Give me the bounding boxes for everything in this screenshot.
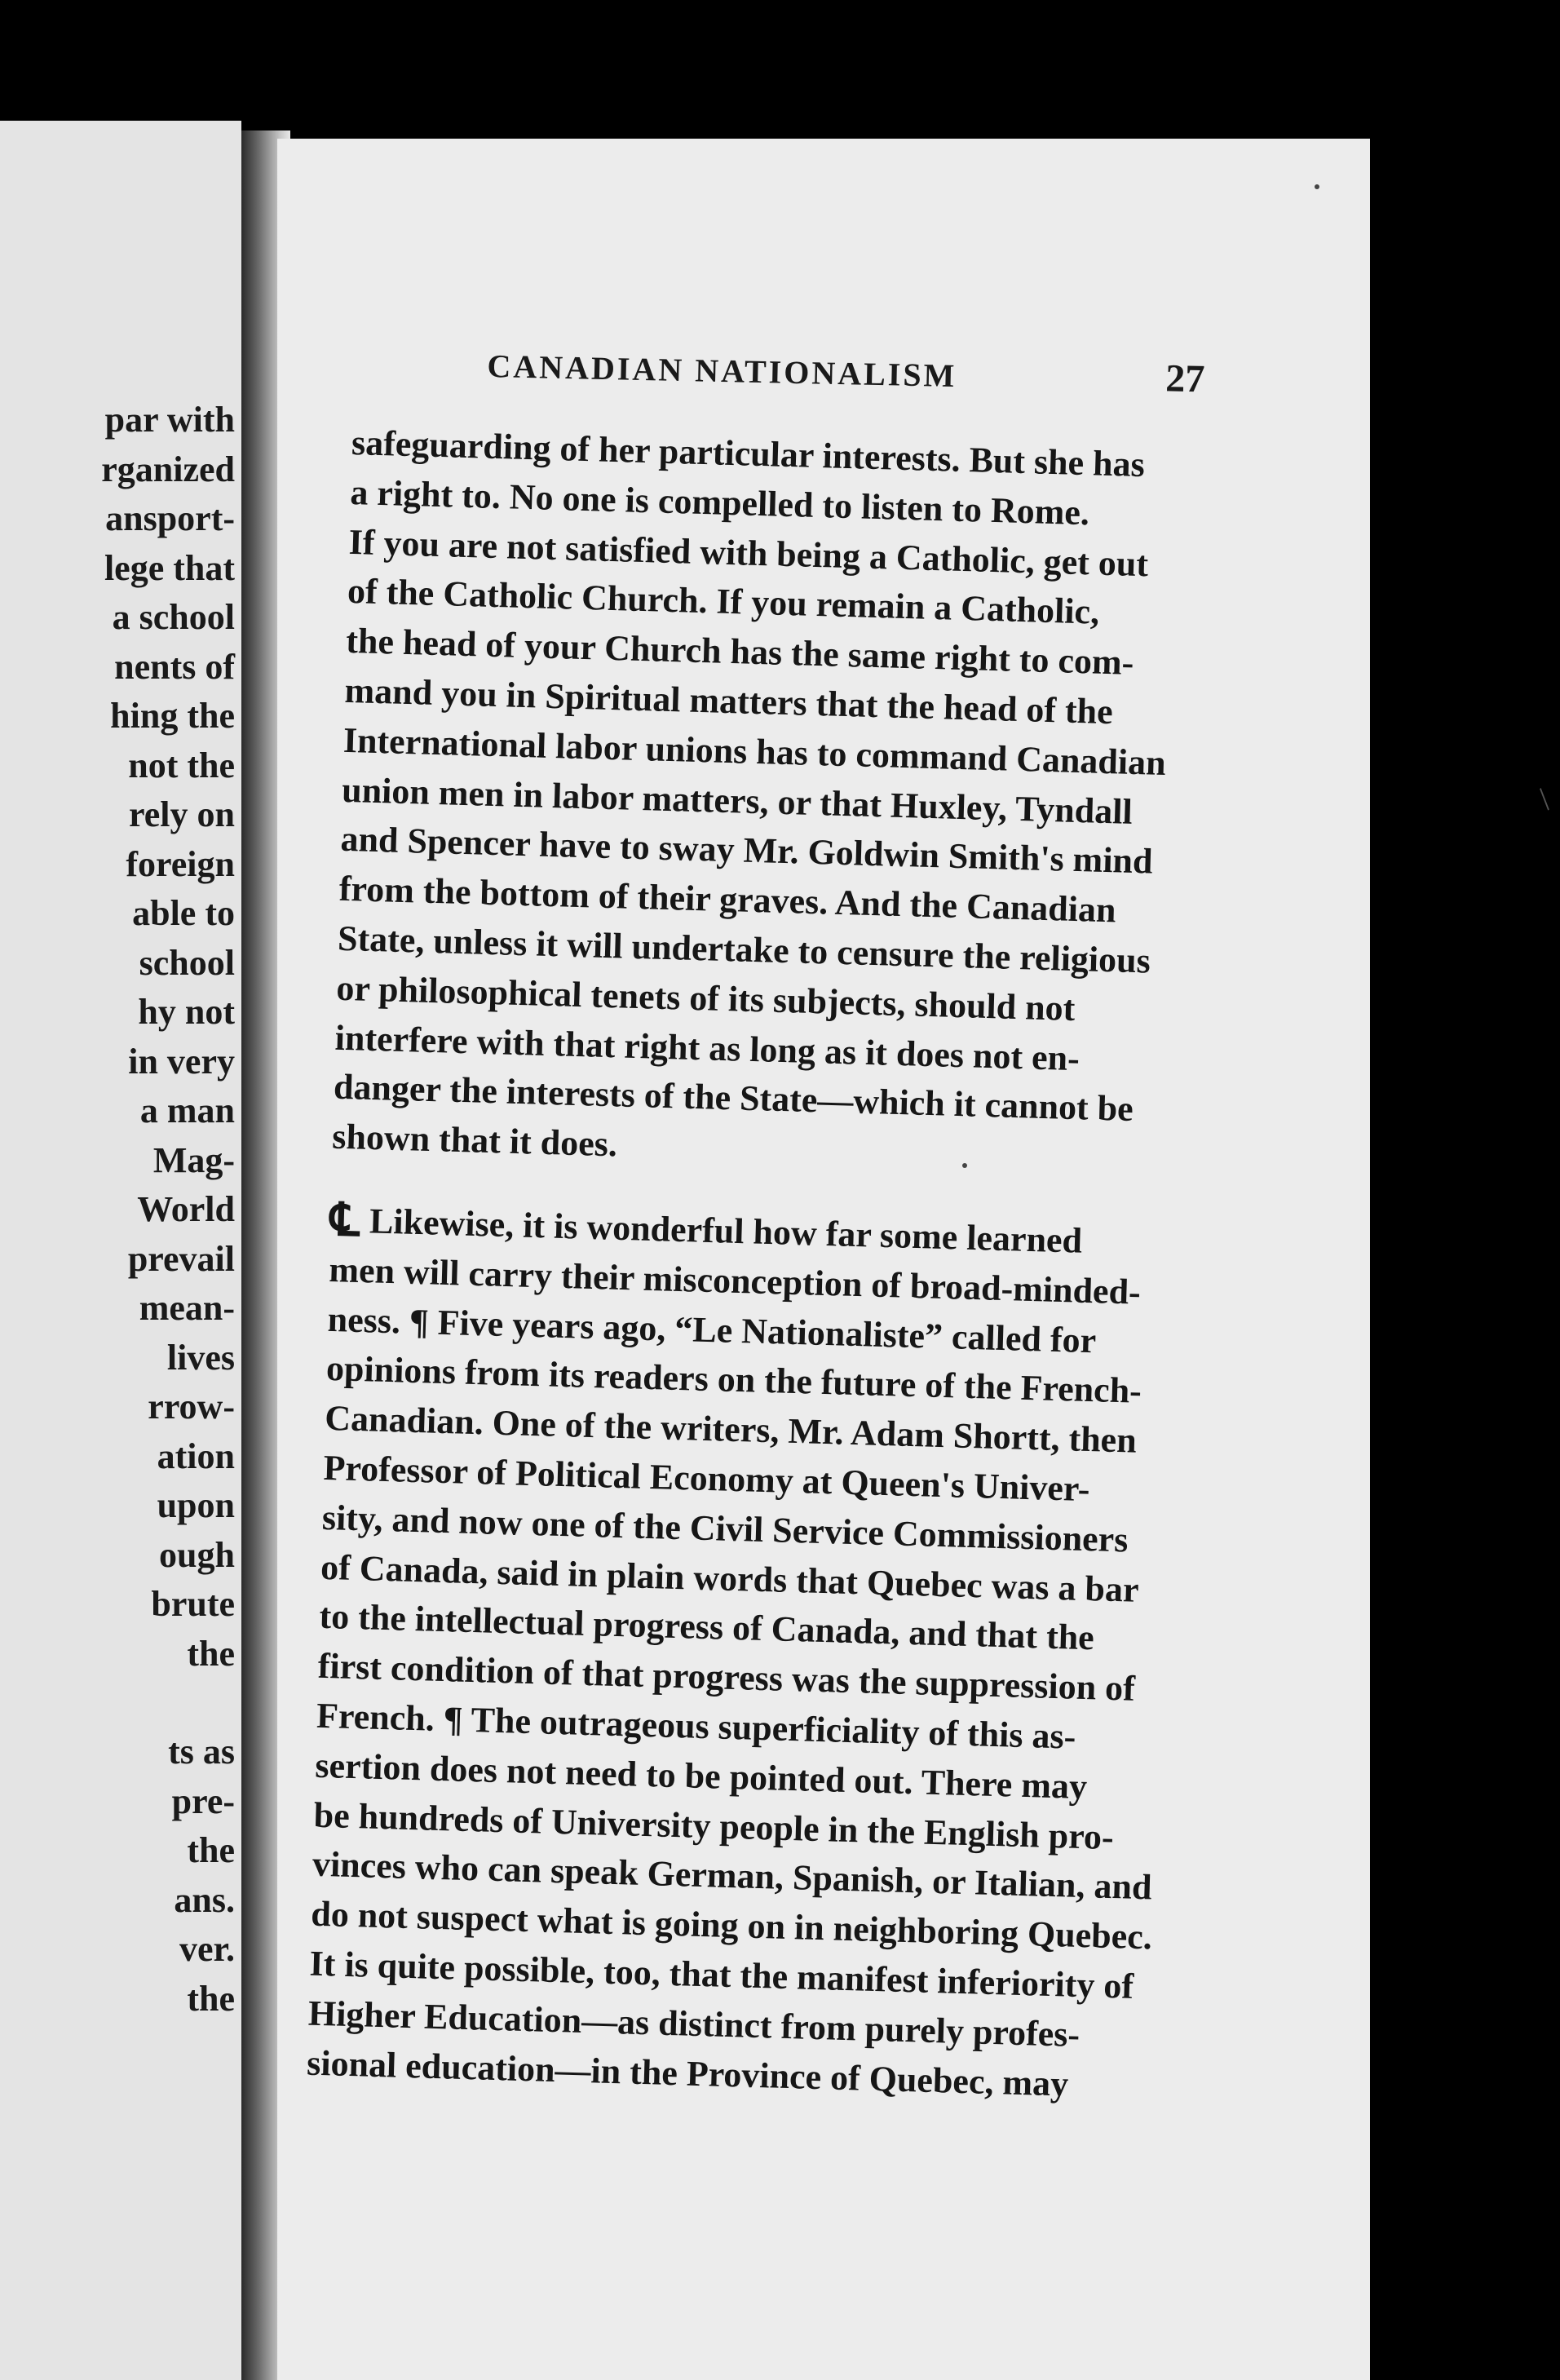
text-line: shown that it does. [331, 1116, 618, 1165]
text-line: safeguarding of her particular interests. But she has [351, 422, 1146, 485]
running-title: CANADIAN NATIONALISM [487, 347, 957, 395]
text-line: French. ¶ The outrageous superficiality of this as- [316, 1695, 1076, 1757]
text-line: men will carry their misconception of broad-minded- [328, 1249, 1142, 1312]
text-line: If you are not satisfied with being a Catholic, get out [348, 521, 1149, 584]
text-line: State, unless it will undertake to censure the religious [337, 918, 1151, 981]
text-line: interfere with that right as long as it does not en- [334, 1017, 1081, 1078]
text-line: from the bottom of their graves. And the Canadian [338, 868, 1117, 931]
left-page-line: ation [157, 1436, 235, 1476]
paragraph-1 [332, 418, 1233, 1187]
left-page-line: rely on [129, 794, 235, 834]
text-line: mand you in Spiritual matters that the head of the [344, 670, 1114, 732]
left-page-line: rrow- [148, 1387, 235, 1427]
text-line: of the Catholic Church. If you remain a Catholic, [347, 571, 1100, 633]
left-page-line: ts as [168, 1732, 235, 1772]
paragraph-2 [306, 1196, 1211, 2112]
left-page-line: ans. [174, 1879, 235, 1920]
text-line: union men in labor matters, or that Huxley, Tyndall [341, 769, 1134, 832]
left-page-line: the [187, 1978, 235, 2019]
text-line: or philosophical tenets of its subjects, should not [335, 967, 1076, 1029]
left-page-line: ansport- [105, 498, 235, 538]
left-page-line: in very [128, 1041, 235, 1082]
left-page-line: Mag- [152, 1139, 235, 1180]
text-line: Canadian. One of the writers, Mr. Adam Shortt, then [324, 1398, 1138, 1461]
left-page-line: par with [104, 400, 235, 440]
left-page-line: prevail [127, 1238, 235, 1279]
text-line: ness. ¶ Five years ago, “Le Nationaliste” called for [327, 1298, 1097, 1360]
left-page-line: school [139, 942, 235, 983]
running-header [487, 347, 1205, 400]
left-page-line [0, 1679, 235, 1727]
left-facing-page [0, 121, 241, 2380]
left-page-line: ver. [179, 1929, 235, 1969]
left-page-line: nents of [114, 646, 235, 687]
left-page-line: brute [151, 1584, 235, 1624]
left-page-line: mean- [139, 1288, 235, 1328]
text-line: a right to. No one is compelled to listen to Rome. [349, 471, 1090, 533]
text-line: of Canada, said in plain words that Quebec was a bar [320, 1546, 1140, 1610]
text-line-content: Likewise, it is wonderful how far some learned [369, 1201, 1083, 1261]
text-line: and Spencer have to sway Mr. Goldwin Smith's mind [339, 819, 1154, 882]
text-line: sity, and now one of the Civil Service Commissioners [321, 1497, 1129, 1560]
left-page-line: not the [128, 745, 235, 785]
text-line: sertion does not need to be pointed out. There may [314, 1745, 1088, 1807]
paragraph-marker: ℄ [329, 1195, 360, 1246]
left-page-line: upon [157, 1485, 235, 1525]
margin-pencil-mark: / [1528, 781, 1560, 816]
text-line: International labor unions has to command Canadian [342, 719, 1167, 783]
left-page-line: pre- [171, 1781, 235, 1821]
text-line: vinces who can speak German, Spanish, or Italian, and [312, 1844, 1153, 1908]
left-page-line: rganized [101, 449, 235, 489]
left-page-line: lege that [104, 547, 235, 588]
left-page-line: a school [112, 597, 235, 637]
right-page [277, 139, 1560, 2380]
left-page-line: lives [166, 1337, 235, 1378]
text-line: danger the interests of the State—which it cannot be [333, 1067, 1134, 1130]
text-line: Professor of Political Economy at Queen's Univer- [323, 1447, 1091, 1510]
left-page-line: ough [159, 1534, 235, 1575]
text-line: be hundreds of University people in the English pro- [313, 1794, 1115, 1857]
speck [962, 1163, 967, 1168]
left-page-line: hy not [138, 992, 235, 1032]
speck [1315, 184, 1319, 189]
page-number: 27 [1164, 356, 1205, 401]
text-line: opinions from its readers on the future of the French- [325, 1348, 1142, 1412]
text-line: first condition of that progress was the suppression of [317, 1645, 1136, 1709]
left-page-text [0, 396, 235, 2024]
left-page-line: World [137, 1189, 235, 1229]
left-page-line: the [187, 1633, 235, 1674]
left-page-line: a man [139, 1090, 235, 1130]
text-line: to the intellectual progress of Canada, and that the [318, 1596, 1095, 1658]
left-page-line: hing the [110, 696, 235, 736]
left-page-line: the [187, 1830, 235, 1870]
text-line: Higher Education—as distinct from purely profes- [307, 1993, 1081, 2055]
text-line: do not suspect what is going on in neighboring Quebec. [310, 1893, 1153, 1958]
text-line: sional education—in the Province of Quebec, may [306, 2042, 1069, 2104]
text-line: the head of your Church has the same right to com- [345, 621, 1135, 683]
left-page-line: foreign [126, 843, 235, 884]
left-page-line: able to [132, 893, 235, 933]
text-line: It is quite possible, too, that the manifest inferiority of [309, 1943, 1134, 2006]
